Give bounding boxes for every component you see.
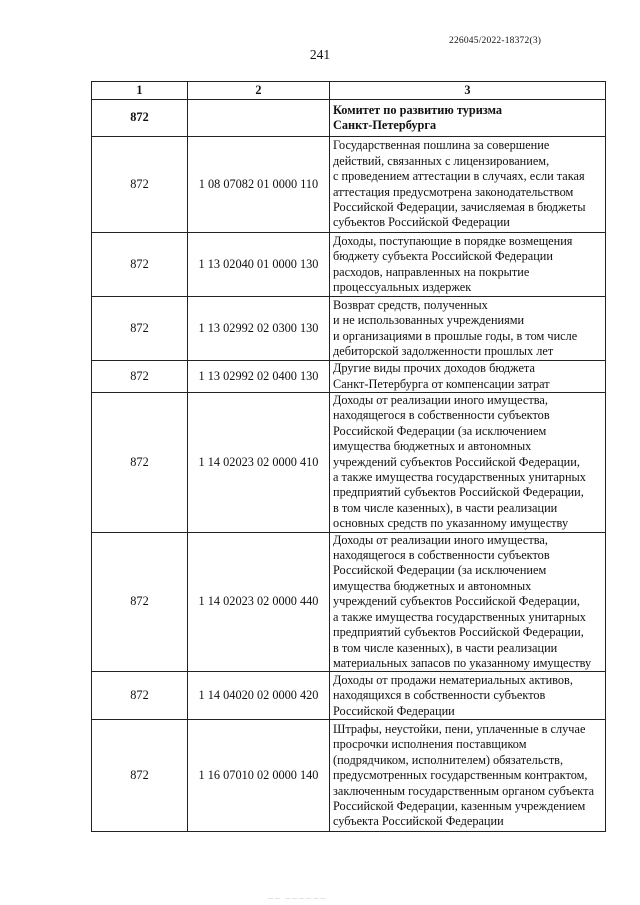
- table-row: [92, 393, 606, 533]
- table-row: [92, 720, 606, 832]
- table-row: [92, 297, 606, 361]
- table-row: [92, 137, 606, 233]
- admin-code-cell: 872: [92, 297, 188, 361]
- revenue-description-cell: Штрафы, неустойки, пени, уплаченные в случае просрочки исполнения поставщиком (подрядчиком, исполнителем) обязательств, предусмотренных государственным контрактом, заключенным государственным органом субъекта Российской Федерации, казенным учреждением субъекта Российской Федерации: [330, 720, 606, 832]
- admin-code-cell: 872: [92, 100, 188, 137]
- column-header-3: 3: [330, 82, 606, 100]
- admin-code-cell: 872: [92, 233, 188, 297]
- budget-classification-code-cell: [188, 100, 330, 137]
- budget-classification-code-cell: 1 14 04020 02 0000 420: [188, 672, 330, 720]
- budget-classification-code-cell: 1 13 02992 02 0400 130: [188, 361, 330, 393]
- admin-code-cell: 872: [92, 672, 188, 720]
- budget-classification-code-cell: 1 16 07010 02 0000 140: [188, 720, 330, 832]
- revenue-description-cell: Доходы от продажи нематериальных активов, находящихся в собственности субъектов Российской Федерации: [330, 672, 606, 720]
- revenue-description-cell: Доходы от реализации иного имущества, находящегося в собственности субъектов Российской Федерации (за исключением имущества бюджетных и автономных учреждений субъектов Российской Федерации, а также имущества государственных унитарных предприятий субъектов Российской Федерации, в том числе казенных), в части реализации материальных запасов по указанному имуществу: [330, 532, 606, 672]
- table-row: [92, 361, 606, 393]
- budget-classification-code-cell: 1 14 02023 02 0000 440: [188, 532, 330, 672]
- admin-code-cell: 872: [92, 393, 188, 533]
- admin-code-cell: 872: [92, 137, 188, 233]
- admin-code-cell: 872: [92, 361, 188, 393]
- table-row: [92, 100, 606, 137]
- footer-scan-marks: —— ——————: [268, 897, 328, 902]
- revenue-codes-table: [91, 81, 606, 832]
- table-body: [92, 100, 606, 832]
- admin-code-cell: 872: [92, 720, 188, 832]
- column-header-1: 1: [92, 82, 188, 100]
- budget-classification-code-cell: 1 13 02992 02 0300 130: [188, 297, 330, 361]
- table-row: [92, 672, 606, 720]
- administrator-name-cell: Комитет по развитию туризма Санкт-Петербурга: [330, 100, 606, 137]
- budget-classification-code-cell: 1 14 02023 02 0000 410: [188, 393, 330, 533]
- table-header-row: [92, 82, 606, 100]
- revenue-description-cell: Государственная пошлина за совершение действий, связанных с лицензированием, с проведением аттестации в случаях, если такая аттестация предусмотрена законодательством Российской Федерации, зачисляемая в бюджеты субъектов Российской Федерации: [330, 137, 606, 233]
- document-registration-code: 226045/2022-18372(3): [449, 36, 542, 46]
- revenue-description-cell: Другие виды прочих доходов бюджета Санкт-Петербурга от компенсации затрат: [330, 361, 606, 393]
- revenue-description-cell: Доходы от реализации иного имущества, находящегося в собственности субъектов Российской Федерации (за исключением имущества бюджетных и автономных учреждений субъектов Российской Федерации, а также имущества государственных унитарных предприятий субъектов Российской Федерации, в том числе казенных), в части реализации основных средств по указанному имуществу: [330, 393, 606, 533]
- admin-code-cell: 872: [92, 532, 188, 672]
- revenue-description-cell: Возврат средств, полученных и не использованных учреждениями и организациями в прошлые годы, в том числе дебиторской задолженности прошлых лет: [330, 297, 606, 361]
- budget-classification-code-cell: 1 13 02040 01 0000 130: [188, 233, 330, 297]
- page-number: 241: [309, 47, 331, 62]
- table-row: [92, 532, 606, 672]
- column-header-2: 2: [188, 82, 330, 100]
- revenue-description-cell: Доходы, поступающие в порядке возмещения бюджету субъекта Российской Федерации расходов, направленных на покрытие процессуальных издержек: [330, 233, 606, 297]
- budget-classification-code-cell: 1 08 07082 01 0000 110: [188, 137, 330, 233]
- table-row: [92, 233, 606, 297]
